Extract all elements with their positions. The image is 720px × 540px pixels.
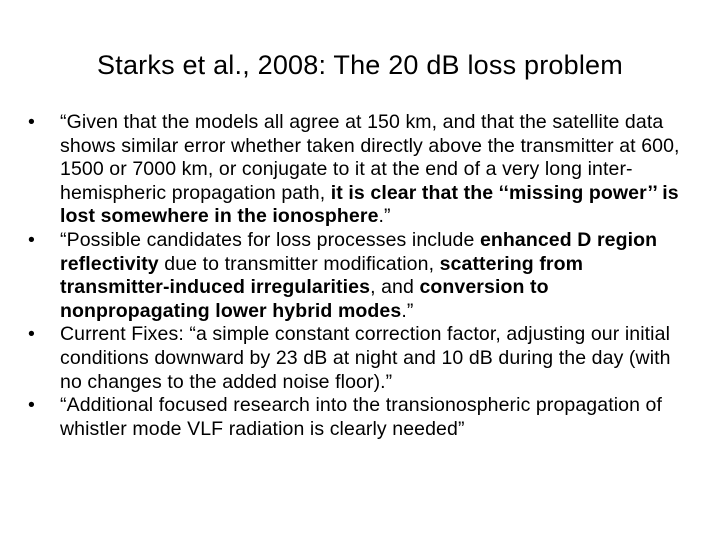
bullet-list [28,111,696,441]
bullet-text: , and [370,276,420,299]
bullet-text-bold: it is clear that the ‘‘missing power’’ is lost somewhere in the ionosphere [60,181,679,228]
bullet-text: .” [401,299,414,322]
bullet-text: Current Fixes: “a simple constant correction factor, adjusting our initial conditions downward by 23 dB at night and 10 dB during the day (with no changes to the added noise floor).” [60,323,671,393]
bullet-marker: • [28,228,35,251]
bullet-text-bold: enhanced D region reflectivity [60,228,658,275]
bullet-text: due to transmitter modification, [158,252,440,275]
bullet-text-bold: scattering from transmitter-induced irregularities [60,252,584,299]
slide-title: Starks et al., 2008: The 20 dB loss problem [97,50,623,80]
bullet-text: “Additional focused research into the transionospheric propagation of whistler mode VLF radiation is clearly needed” [60,394,663,440]
bullet-marker: • [28,323,35,346]
bullet-item [28,394,696,441]
bullet-marker: • [28,111,35,133]
bullet-text: “Given that the models all agree at 150 km, and that the satellite data shows similar error whether taken directly above the transmitter at 600, 1500 or 7000 km, or conjugate to it at the end of a very long inter-hemispheric propagation path, [60,111,680,204]
bullet-marker: • [28,394,35,417]
bullet-text: “Possible candidates for loss processes include [60,228,480,251]
bullet-item [28,229,696,323]
bullet-item [28,111,696,229]
bullet-text-bold: conversion to nonpropagating lower hybrid modes [60,276,549,322]
bullet-text: .” [378,205,391,228]
bullet-item [28,323,696,394]
